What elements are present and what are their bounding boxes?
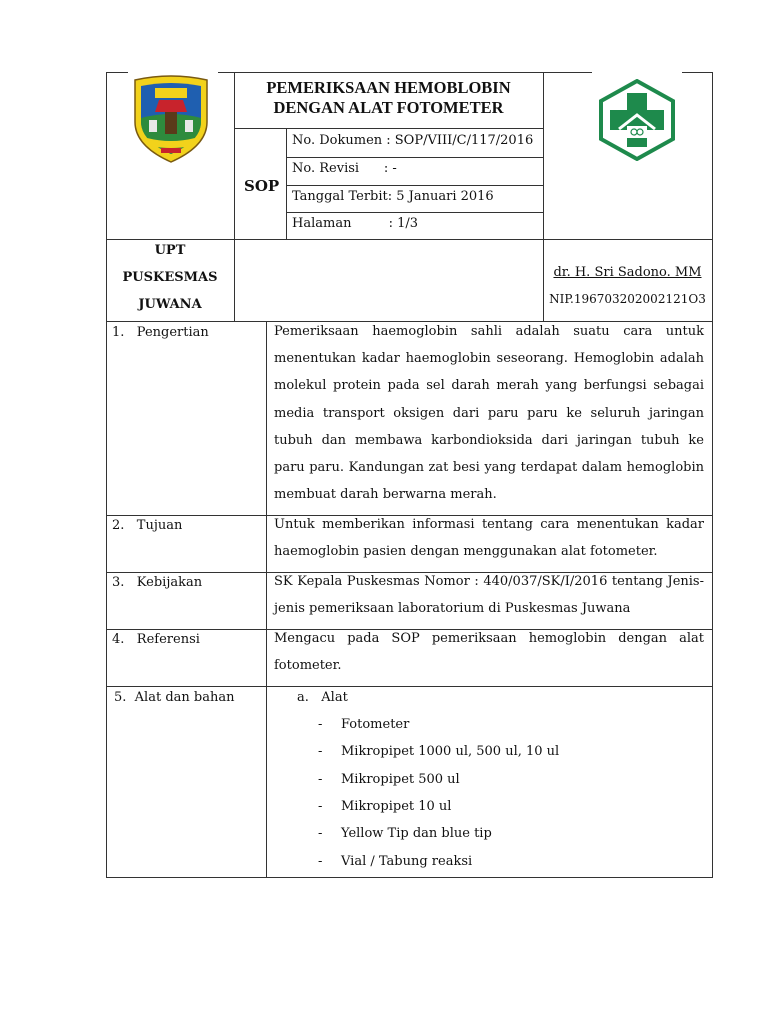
list-bullet: - xyxy=(318,744,323,759)
list-item: Mikropipet 1000 ul, 500 ul, 10 ul xyxy=(341,744,560,759)
header-mid-border xyxy=(106,239,713,240)
table-right-border xyxy=(712,72,713,878)
section-content-pengertian: Pemeriksaan haemoglobin sahli adalah suatu cara untuk menentukan kadar haemoglobin seseorang. Hemoglobin adalah molekul protein pada sel darah merah yang berfungsi sebagai media transport oksigen dari paru paru ke seluruh jaringan tubuh dan membawa karbondioksida dari jaringan tubuh ke paru paru. Kandungan zat besi yang terdapat dalam hemoglobin membuat darah berwarna merah. xyxy=(274,324,704,503)
row-divider-2 xyxy=(286,185,543,186)
section-content-kebijakan: SK Kepala Puskesmas Nomor : 440/037/SK/I/2016 tentang Jenis-jenis pemeriksaan laboratorium di Puskesmas Juwana xyxy=(274,574,704,617)
signer-nip: NIP.196703202002121O3 xyxy=(549,292,706,306)
section-label-alat-bahan: 5. Alat dan bahan xyxy=(114,690,235,705)
row-divider-3 xyxy=(286,212,543,213)
table-left-border xyxy=(106,72,107,878)
list-item: Yellow Tip dan blue tip xyxy=(341,826,492,841)
section-label-tujuan: 2. Tujuan xyxy=(112,518,183,533)
list-bullet: - xyxy=(318,854,323,869)
section-label-kebijakan: 3. Kebijakan xyxy=(112,575,203,590)
sub-heading-alat: a. Alat xyxy=(297,690,348,705)
table-bottom-border xyxy=(106,877,713,878)
section-label-pengertian: 1. Pengertian xyxy=(112,325,209,340)
list-item: Mikropipet 500 ul xyxy=(341,772,460,787)
header-col-divider-2 xyxy=(286,128,287,240)
list-item: Fotometer xyxy=(341,717,410,732)
title-bottom-border xyxy=(234,128,543,129)
list-bullet: - xyxy=(318,717,323,732)
list-bullet: - xyxy=(318,772,323,787)
row-divider-1 xyxy=(286,157,543,158)
org-line-2: PUSKESMAS xyxy=(122,270,218,285)
section-label-referensi: 4. Referensi xyxy=(112,632,200,647)
sop-label: SOP xyxy=(244,177,280,195)
signer-name: dr. H. Sri Sadono. MM xyxy=(553,265,702,280)
doc-number: No. Dokumen : SOP/VIII/C/117/2016 xyxy=(292,133,534,148)
section-content-referensi: Mengacu pada SOP pemeriksaan hemoglobin dengan alat fotometer. xyxy=(274,631,704,674)
regency-crest-icon xyxy=(131,74,211,164)
header-col-divider-3 xyxy=(543,72,544,322)
body-col-divider xyxy=(266,321,267,878)
puskesmas-cross-icon xyxy=(597,79,677,161)
list-bullet: - xyxy=(318,826,323,841)
title-line-1: PEMERIKSAAN HEMOBLOBIN xyxy=(266,78,511,97)
list-item: Mikropipet 10 ul xyxy=(341,799,452,814)
section-divider-4 xyxy=(106,686,713,687)
revision-number: No. Revisi : - xyxy=(292,161,397,176)
org-line-3: JUWANA xyxy=(138,297,202,312)
document-title xyxy=(234,78,543,118)
section-content-tujuan: Untuk memberikan informasi tentang cara menentukan kadar haemoglobin pasien dengan menggunakan alat fotometer. xyxy=(274,517,704,560)
issue-date: Tanggal Terbit: 5 Januari 2016 xyxy=(292,189,494,204)
list-bullet: - xyxy=(318,799,323,814)
list-item: Vial / Tabung reaksi xyxy=(341,854,473,869)
title-line-2: DENGAN ALAT FOTOMETER xyxy=(273,98,504,117)
page-number: Halaman : 1/3 xyxy=(292,216,419,231)
org-line-1: UPT xyxy=(154,243,186,258)
